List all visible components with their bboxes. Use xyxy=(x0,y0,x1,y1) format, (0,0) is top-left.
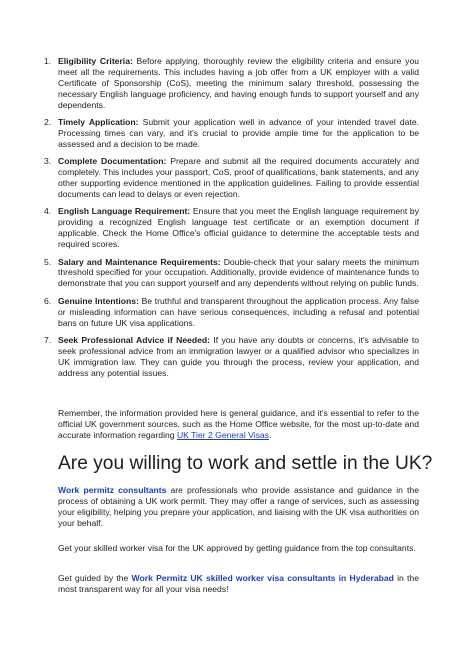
item-number: 3. xyxy=(44,156,52,167)
list-item xyxy=(44,295,419,329)
item-text: Ensure that you meet the English language requirement by providing a recognized English language test certificate or an exemption document if applicable. Check the Home Office's official guidance to determine the acceptable tests and required scores. xyxy=(58,206,419,250)
item-title: Complete Documentation: xyxy=(58,156,167,167)
item-number: 1. xyxy=(44,56,52,66)
guided-post: in the most transparent way for all your visa needs! xyxy=(58,573,419,594)
item-title: English Language Requirement: xyxy=(58,206,191,217)
item-title: Genuine Intentions: xyxy=(58,295,139,306)
list-item xyxy=(44,117,419,150)
remember-text: Remember, the information provided here is general guidance, and it's essential to refer to the official UK government sources, such as the Home Office website, for the most up-to-date and accurate information regarding xyxy=(58,408,419,440)
item-title: Seek Professional Advice if Needed: xyxy=(58,334,211,345)
guided-pre: Get guided by the xyxy=(58,573,132,583)
item-number: 2. xyxy=(44,117,52,128)
item-title: Timely Application: xyxy=(58,117,139,128)
item-text: Be truthful and transparent throughout the application process. Any false or misleading information can have serious consequences, including a refusal and potential bans on future UK visa applications. xyxy=(58,295,419,328)
item-text: If you have any doubts or concerns, it's advisable to seek professional advice from an immigration lawyer or a qualified advisor who specializes in UK immigration law. They can guide you through the process, review your application, and address any potential issues. xyxy=(58,334,419,378)
item-number: 4. xyxy=(44,206,52,217)
skilled-worker-paragraph: Get your skilled worker visa for the UK approved by getting guidance from the top consultants. xyxy=(58,543,416,553)
item-title: Eligibility Criteria: xyxy=(58,56,133,66)
item-text: Before applying, thoroughly review the eligibility criteria and ensure you meet all the requirements. This includes having a job offer from a UK employer with a valid Certificate of Sponsorship (CoS), meeting the minimum salary threshold, possessing the necessary English language proficiency, and having enough funds to support yourself and any dependents. xyxy=(58,56,419,110)
list-item xyxy=(44,56,419,111)
consultants-text: are professionals who provide assistance and guidance in the process of obtaining a UK work permit. They may offer a range of services, such as assessing your eligibility, helping you prepare your application, and liaising with the UK visa authorities on your behalf. xyxy=(58,485,419,528)
remember-end: . xyxy=(268,429,272,440)
list-item xyxy=(44,156,419,200)
hyderabad-consultants-link[interactable]: Work Permitz UK skilled worker visa consultants in Hyderabad xyxy=(131,573,394,583)
item-number: 5. xyxy=(44,256,52,267)
item-text: Submit your application well in advance of your intended travel date. Processing times can vary, and it's crucial to provide ample time for the application to be assessed and a decision to be made. xyxy=(58,117,419,149)
work-permitz-consultants-link[interactable]: Work permitz consultants xyxy=(58,485,167,495)
list-item xyxy=(44,206,419,250)
item-number: 6. xyxy=(44,295,52,306)
item-title: Salary and Maintenance Requirements: xyxy=(58,256,221,267)
list-item xyxy=(44,334,419,379)
guided-paragraph xyxy=(58,573,419,595)
remember-paragraph xyxy=(58,408,419,441)
item-text: Double-check that your salary meets the minimum threshold specified for your occupation. Additionally, provide evidence of maintenance funds to demonstrate that you can support yourself and any dependents without relying on public funds. xyxy=(58,256,419,289)
list-item xyxy=(44,256,419,290)
tips-list xyxy=(44,56,419,385)
item-number: 7. xyxy=(44,334,52,345)
item-text: Prepare and submit all the required documents accurately and completely. This includes your passport, CoS, proof of qualifications, bank statements, and any other supporting evidence mentioned in the application guidelines. Failing to provide essential documents can lead to delays or even rejection. xyxy=(58,156,419,199)
consultants-paragraph xyxy=(58,485,419,529)
uk-tier2-visas-link[interactable]: UK Tier 2 General Visas xyxy=(176,429,269,440)
section-heading: Are you willing to work and settle in the UK? xyxy=(58,453,433,474)
